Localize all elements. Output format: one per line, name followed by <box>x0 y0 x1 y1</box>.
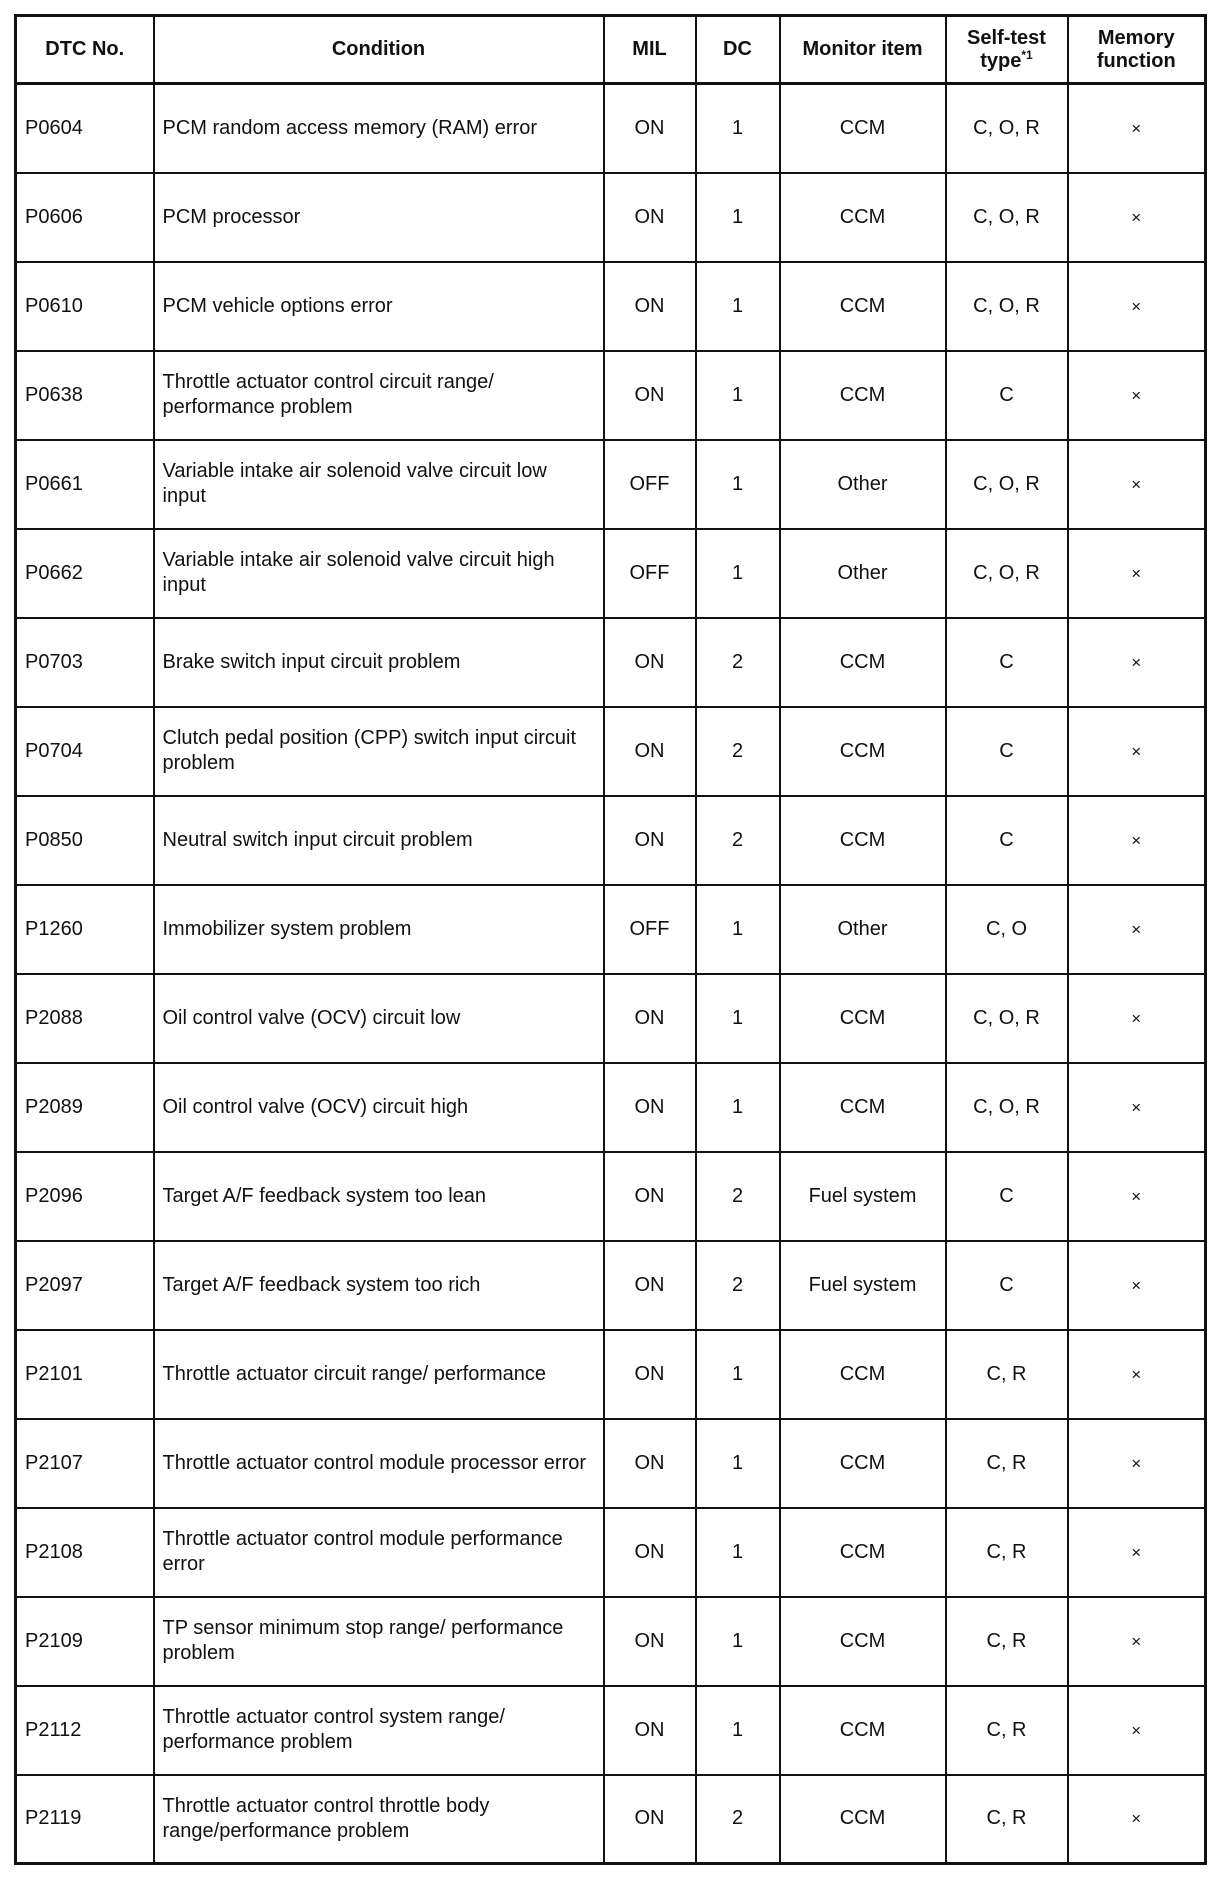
cell-memory-function: × <box>1068 974 1206 1063</box>
table-row <box>16 1775 1206 1864</box>
table-row <box>16 1330 1206 1419</box>
cell-memory-function: × <box>1068 1330 1206 1419</box>
cell-self-test-type: C, O, R <box>946 1063 1068 1152</box>
cell-condition: Oil control valve (OCV) circuit low <box>154 974 604 1063</box>
cell-monitor-item: CCM <box>780 618 946 707</box>
cell-dc: 1 <box>696 262 780 351</box>
cell-monitor-item: CCM <box>780 1330 946 1419</box>
cell-dtc-no: P0662 <box>16 529 154 618</box>
cell-memory-function: × <box>1068 796 1206 885</box>
table-row <box>16 707 1206 796</box>
header-mil: MIL <box>604 16 696 84</box>
cell-self-test-type: C, O <box>946 885 1068 974</box>
header-self-test-type-label: Self-test type <box>967 26 1046 72</box>
cell-memory-function: × <box>1068 1597 1206 1686</box>
cell-dc: 1 <box>696 529 780 618</box>
header-monitor-item: Monitor item <box>780 16 946 84</box>
cell-memory-function: × <box>1068 351 1206 440</box>
header-memory-function: Memory function <box>1068 16 1206 84</box>
cell-dc: 1 <box>696 1686 780 1775</box>
cell-dtc-no: P0606 <box>16 173 154 262</box>
cell-monitor-item: CCM <box>780 262 946 351</box>
cell-monitor-item: CCM <box>780 1508 946 1597</box>
cell-memory-function: × <box>1068 618 1206 707</box>
cell-dc: 1 <box>696 885 780 974</box>
cell-self-test-type: C <box>946 1241 1068 1330</box>
cell-monitor-item: Other <box>780 885 946 974</box>
table-row <box>16 1063 1206 1152</box>
cell-memory-function: × <box>1068 1152 1206 1241</box>
table-row <box>16 1686 1206 1775</box>
cell-self-test-type: C, O, R <box>946 440 1068 529</box>
cell-memory-function: × <box>1068 1775 1206 1864</box>
cell-mil: ON <box>604 796 696 885</box>
cell-dtc-no: P2112 <box>16 1686 154 1775</box>
header-condition: Condition <box>154 16 604 84</box>
cell-dtc-no: P2088 <box>16 974 154 1063</box>
cell-dc: 2 <box>696 1241 780 1330</box>
cell-mil: ON <box>604 1775 696 1864</box>
cell-self-test-type: C, R <box>946 1597 1068 1686</box>
cell-condition: Throttle actuator control throttle body range/performance problem <box>154 1775 604 1864</box>
cell-self-test-type: C <box>946 351 1068 440</box>
cell-condition: Neutral switch input circuit problem <box>154 796 604 885</box>
cell-mil: OFF <box>604 885 696 974</box>
table-row <box>16 618 1206 707</box>
cell-self-test-type: C, O, R <box>946 974 1068 1063</box>
cell-monitor-item: CCM <box>780 1063 946 1152</box>
cell-dtc-no: P0604 <box>16 84 154 173</box>
table-row <box>16 1597 1206 1686</box>
cell-condition: TP sensor minimum stop range/ performance problem <box>154 1597 604 1686</box>
cell-dc: 2 <box>696 1775 780 1864</box>
cell-memory-function: × <box>1068 1419 1206 1508</box>
cell-self-test-type: C, O, R <box>946 529 1068 618</box>
table-row <box>16 885 1206 974</box>
cell-dtc-no: P1260 <box>16 885 154 974</box>
cell-memory-function: × <box>1068 1686 1206 1775</box>
cell-condition: PCM vehicle options error <box>154 262 604 351</box>
cell-dtc-no: P2109 <box>16 1597 154 1686</box>
cell-monitor-item: CCM <box>780 1775 946 1864</box>
cell-condition: Throttle actuator control system range/ performance problem <box>154 1686 604 1775</box>
cell-mil: ON <box>604 707 696 796</box>
cell-mil: ON <box>604 1241 696 1330</box>
table-row <box>16 1508 1206 1597</box>
cell-self-test-type: C, O, R <box>946 173 1068 262</box>
cell-mil: ON <box>604 1508 696 1597</box>
cell-monitor-item: Fuel system <box>780 1152 946 1241</box>
table-row <box>16 796 1206 885</box>
cell-dtc-no: P0638 <box>16 351 154 440</box>
cell-condition: Variable intake air solenoid valve circuit low input <box>154 440 604 529</box>
cell-dtc-no: P2107 <box>16 1419 154 1508</box>
cell-self-test-type: C, R <box>946 1775 1068 1864</box>
table-row <box>16 440 1206 529</box>
cell-dc: 2 <box>696 618 780 707</box>
cell-mil: ON <box>604 262 696 351</box>
cell-dc: 1 <box>696 1330 780 1419</box>
cell-dc: 1 <box>696 1419 780 1508</box>
cell-dc: 1 <box>696 1063 780 1152</box>
cell-condition: Clutch pedal position (CPP) switch input circuit problem <box>154 707 604 796</box>
table-row <box>16 84 1206 173</box>
cell-mil: ON <box>604 974 696 1063</box>
cell-mil: ON <box>604 618 696 707</box>
cell-condition: Throttle actuator control circuit range/ performance problem <box>154 351 604 440</box>
cell-self-test-type: C <box>946 618 1068 707</box>
cell-monitor-item: Fuel system <box>780 1241 946 1330</box>
cell-mil: ON <box>604 173 696 262</box>
cell-memory-function: × <box>1068 1508 1206 1597</box>
cell-condition: Immobilizer system problem <box>154 885 604 974</box>
table-row <box>16 351 1206 440</box>
cell-self-test-type: C, O, R <box>946 84 1068 173</box>
cell-condition: Throttle actuator control module processor error <box>154 1419 604 1508</box>
table-row <box>16 974 1206 1063</box>
cell-mil: ON <box>604 84 696 173</box>
cell-monitor-item: CCM <box>780 84 946 173</box>
cell-dtc-no: P2097 <box>16 1241 154 1330</box>
cell-condition: Target A/F feedback system too lean <box>154 1152 604 1241</box>
cell-memory-function: × <box>1068 84 1206 173</box>
cell-dtc-no: P0850 <box>16 796 154 885</box>
cell-dc: 1 <box>696 440 780 529</box>
cell-dc: 2 <box>696 796 780 885</box>
cell-dc: 2 <box>696 707 780 796</box>
table-row <box>16 1241 1206 1330</box>
cell-memory-function: × <box>1068 262 1206 351</box>
cell-dc: 1 <box>696 974 780 1063</box>
cell-dtc-no: P2119 <box>16 1775 154 1864</box>
table-row <box>16 262 1206 351</box>
cell-dtc-no: P2096 <box>16 1152 154 1241</box>
cell-monitor-item: CCM <box>780 173 946 262</box>
cell-memory-function: × <box>1068 440 1206 529</box>
cell-monitor-item: CCM <box>780 707 946 796</box>
cell-monitor-item: CCM <box>780 1419 946 1508</box>
cell-self-test-type: C, R <box>946 1419 1068 1508</box>
cell-mil: ON <box>604 1419 696 1508</box>
cell-self-test-type: C <box>946 796 1068 885</box>
cell-mil: ON <box>604 1330 696 1419</box>
footnote-marker: *1 <box>1021 47 1033 62</box>
cell-self-test-type: C <box>946 707 1068 796</box>
cell-mil: ON <box>604 1597 696 1686</box>
cell-condition: PCM random access memory (RAM) error <box>154 84 604 173</box>
cell-dtc-no: P0704 <box>16 707 154 796</box>
table-body <box>16 84 1206 1864</box>
cell-mil: ON <box>604 1686 696 1775</box>
cell-monitor-item: CCM <box>780 1597 946 1686</box>
cell-monitor-item: CCM <box>780 974 946 1063</box>
header-dtc-no: DTC No. <box>16 16 154 84</box>
cell-memory-function: × <box>1068 173 1206 262</box>
cell-dc: 1 <box>696 1597 780 1686</box>
cell-self-test-type: C, O, R <box>946 262 1068 351</box>
table-row <box>16 1152 1206 1241</box>
cell-dc: 1 <box>696 1508 780 1597</box>
cell-self-test-type: C, R <box>946 1330 1068 1419</box>
cell-dtc-no: P2101 <box>16 1330 154 1419</box>
cell-dc: 2 <box>696 1152 780 1241</box>
cell-condition: PCM processor <box>154 173 604 262</box>
cell-condition: Target A/F feedback system too rich <box>154 1241 604 1330</box>
cell-memory-function: × <box>1068 1063 1206 1152</box>
cell-monitor-item: Other <box>780 440 946 529</box>
cell-dtc-no: P2089 <box>16 1063 154 1152</box>
cell-dtc-no: P0703 <box>16 618 154 707</box>
cell-dtc-no: P2108 <box>16 1508 154 1597</box>
cell-condition: Throttle actuator circuit range/ performance <box>154 1330 604 1419</box>
cell-memory-function: × <box>1068 707 1206 796</box>
dtc-table-sheet <box>14 14 1204 1876</box>
table-row <box>16 173 1206 262</box>
cell-monitor-item: Other <box>780 529 946 618</box>
cell-mil: ON <box>604 1063 696 1152</box>
cell-condition: Brake switch input circuit problem <box>154 618 604 707</box>
cell-monitor-item: CCM <box>780 1686 946 1775</box>
cell-dc: 1 <box>696 84 780 173</box>
table-row <box>16 529 1206 618</box>
cell-monitor-item: CCM <box>780 796 946 885</box>
cell-mil: OFF <box>604 440 696 529</box>
cell-mil: ON <box>604 351 696 440</box>
cell-dtc-no: P0661 <box>16 440 154 529</box>
cell-condition: Oil control valve (OCV) circuit high <box>154 1063 604 1152</box>
cell-mil: ON <box>604 1152 696 1241</box>
cell-memory-function: × <box>1068 529 1206 618</box>
header-self-test-type <box>946 16 1068 84</box>
table-header-row <box>16 16 1206 84</box>
cell-condition: Throttle actuator control module performance error <box>154 1508 604 1597</box>
dtc-table <box>14 14 1207 1865</box>
cell-self-test-type: C, R <box>946 1686 1068 1775</box>
cell-mil: OFF <box>604 529 696 618</box>
cell-monitor-item: CCM <box>780 351 946 440</box>
cell-dc: 1 <box>696 351 780 440</box>
table-row <box>16 1419 1206 1508</box>
cell-condition: Variable intake air solenoid valve circuit high input <box>154 529 604 618</box>
cell-self-test-type: C, R <box>946 1508 1068 1597</box>
header-dc: DC <box>696 16 780 84</box>
cell-dc: 1 <box>696 173 780 262</box>
cell-memory-function: × <box>1068 885 1206 974</box>
cell-dtc-no: P0610 <box>16 262 154 351</box>
cell-memory-function: × <box>1068 1241 1206 1330</box>
cell-self-test-type: C <box>946 1152 1068 1241</box>
